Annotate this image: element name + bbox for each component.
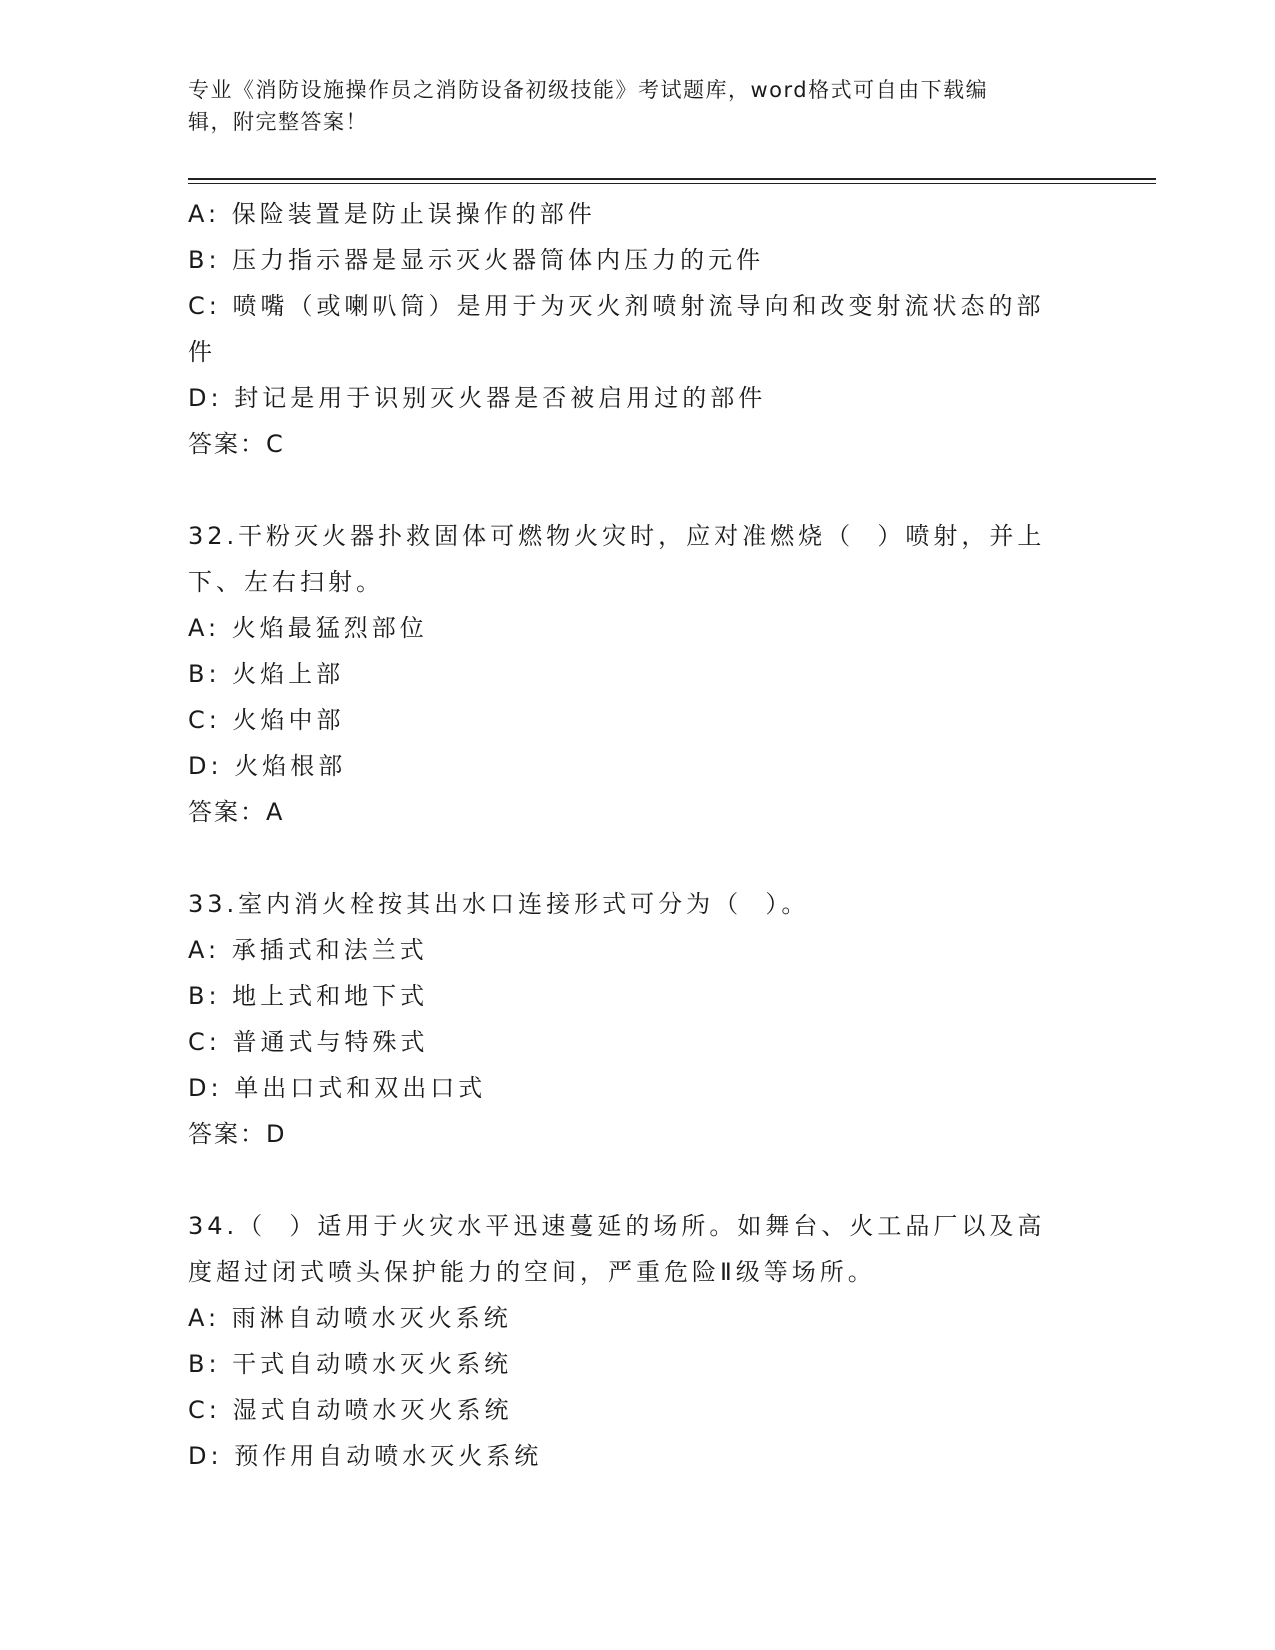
header-line-2: 辑，附完整答案！ xyxy=(188,110,368,134)
header-divider-thin xyxy=(188,183,1156,184)
question-stem: 33.室内消火栓按其出水口连接形式可分为（ ）。 xyxy=(188,890,810,918)
question-stem-line-2: 度超过闭式喷头保护能力的空间，严重危险Ⅱ级等场所。 xyxy=(188,1258,876,1286)
option-b: B: 干式自动喷水灭火系统 xyxy=(188,1350,513,1378)
option-c-line-2: 件 xyxy=(188,338,216,366)
question-stem-line-2: 下、左右扫射。 xyxy=(188,568,384,596)
question-stem-line-1: 32.干粉灭火器扑救固体可燃物火灾时，应对准燃烧（ ）喷射，并上 xyxy=(188,522,1046,550)
option-a: A: 保险装置是防止误操作的部件 xyxy=(188,200,596,228)
answer-label: 答案：A xyxy=(188,798,285,826)
option-d: D: 封记是用于识别灭火器是否被启用过的部件 xyxy=(188,384,767,412)
option-d: D: 预作用自动喷水灭火系统 xyxy=(188,1442,543,1470)
header-line-1: 专业《消防设施操作员之消防设备初级技能》考试题库，word格式可自由下载编 xyxy=(188,78,989,102)
question-32-block xyxy=(188,513,1088,835)
option-a: A: 雨淋自动喷水灭火系统 xyxy=(188,1304,512,1332)
question-content xyxy=(188,191,1088,1479)
header-divider-thick xyxy=(188,178,1156,180)
option-b: B: 火焰上部 xyxy=(188,660,345,688)
option-c: C: 火焰中部 xyxy=(188,706,345,734)
option-d: D: 单出口式和双出口式 xyxy=(188,1074,487,1102)
option-c-line-1: C: 喷嘴（或喇叭筒）是用于为灭火剂喷射流导向和改变射流状态的部 xyxy=(188,292,1045,320)
page-header xyxy=(188,74,1068,138)
answer-label: 答案：C xyxy=(188,430,285,458)
option-c: C: 普通式与特殊式 xyxy=(188,1028,429,1056)
spacer xyxy=(188,467,1088,513)
option-a: A: 火焰最猛烈部位 xyxy=(188,614,428,642)
spacer xyxy=(188,835,1088,881)
option-b: B: 压力指示器是显示灭火器筒体内压力的元件 xyxy=(188,246,765,274)
question-33-block xyxy=(188,881,1088,1157)
answer-label: 答案：D xyxy=(188,1120,287,1148)
option-b: B: 地上式和地下式 xyxy=(188,982,429,1010)
question-stem-line-1: 34.（ ）适用于火灾水平迅速蔓延的场所。如舞台、火工品厂以及高 xyxy=(188,1212,1046,1240)
spacer xyxy=(188,1157,1088,1203)
option-d: D: 火焰根部 xyxy=(188,752,347,780)
option-c: C: 湿式自动喷水灭火系统 xyxy=(188,1396,513,1424)
question-34-block xyxy=(188,1203,1088,1479)
option-a: A: 承插式和法兰式 xyxy=(188,936,428,964)
question-31-block xyxy=(188,191,1088,467)
